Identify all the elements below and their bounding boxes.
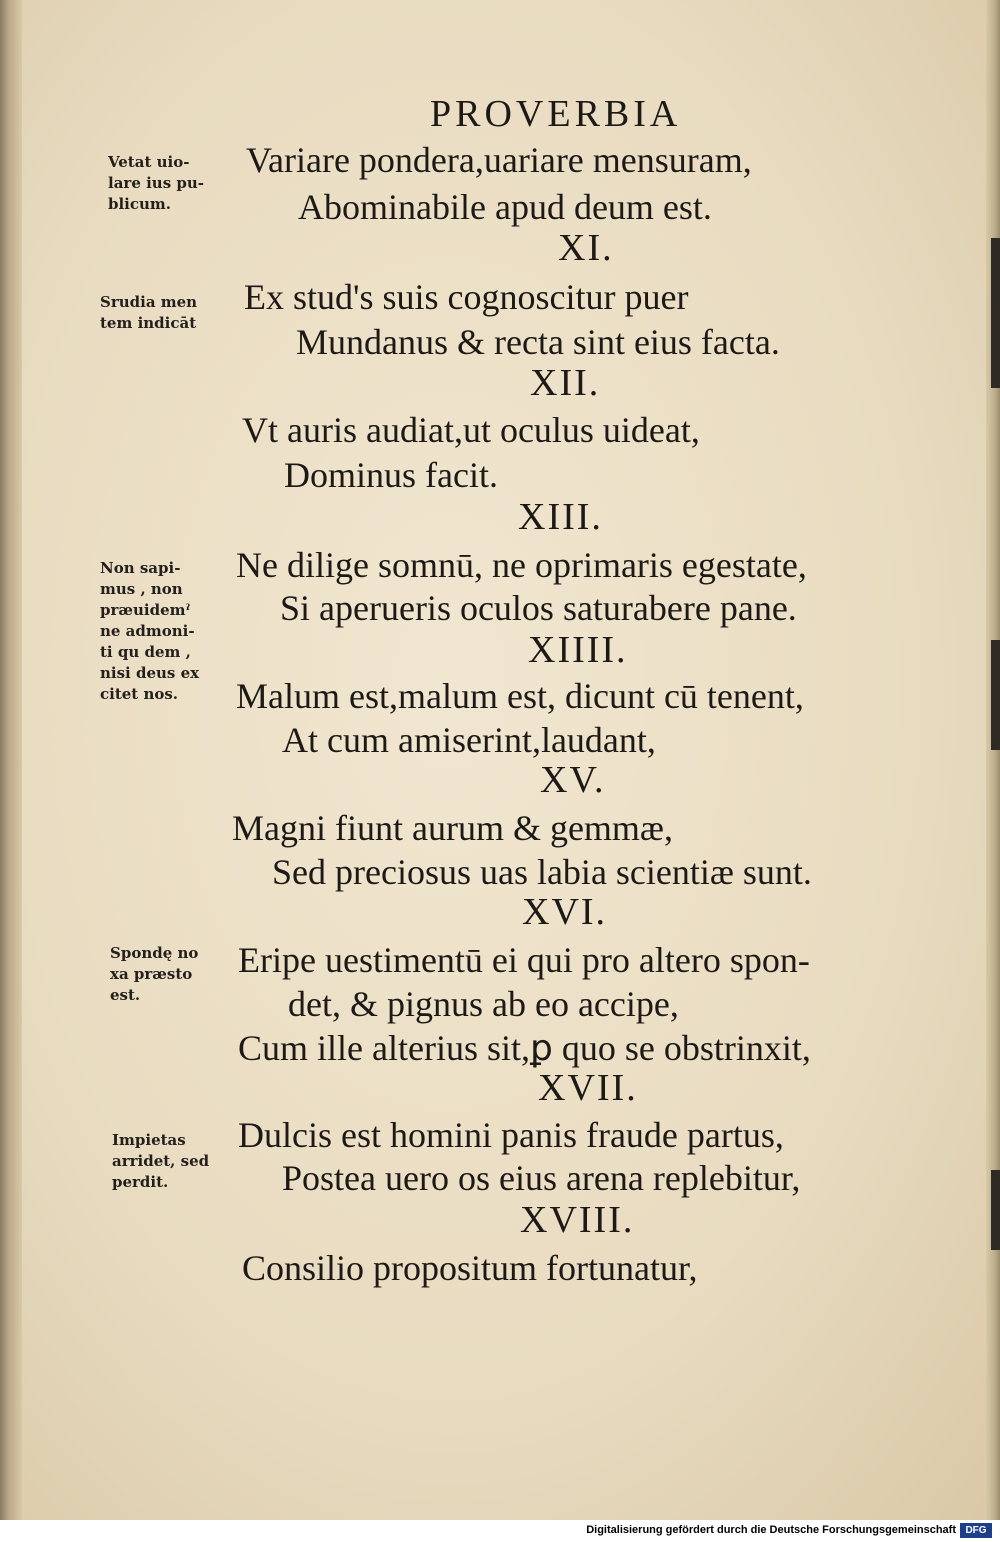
text-line: At cum amiserint,laudant, [282,720,656,760]
page-fore-edge [986,0,1000,1520]
text-line: Magni fiunt aurum & gemmæ, [232,808,673,848]
page-gutter-edge [0,0,22,1520]
digitization-footer [0,1520,1000,1542]
section-numeral: XIIII. [528,629,628,671]
text-line: Ex stud's suis cognoscitur puer [244,277,689,317]
text-line: Postea uero os eius arena replebitur, [282,1158,801,1198]
section-numeral: XVII. [538,1067,638,1109]
text-line: Dominus facit. [284,455,498,495]
text-line: Si aperueris oculos saturabere pane. [280,588,797,628]
text-line: Variare pondera,uariare mensuram, [246,140,752,180]
text-line: Vt auris audiat,ut oculus uideat, [242,410,700,450]
marginal-note: Non sapi- mus , non præuidemˀ ne admoni- ti qu dem , nisi deus ex citet nos. [100,559,200,703]
section-numeral: XV. [540,759,606,801]
running-head: PROVERBIA [430,93,682,135]
text-line: Abominabile apud deum est. [298,187,712,227]
section-numeral: XII. [530,362,601,404]
marginal-note: Srudia men tem indicāt [100,293,198,332]
text-line: det, & pignus ab eo accipe, [288,984,679,1024]
text-line: Malum est,malum est, dicunt cū tenent, [236,676,804,716]
funding-credit: Digitalisierung gefördert durch die Deutsche Forschungsgemeinschaft [586,1524,956,1536]
text-line: Consilio propositum fortunatur, [242,1248,698,1288]
text-line: Cum ille alterius sit,ꝑ quo se obstrinxit, [238,1028,811,1068]
text-line: Dulcis est homini panis fraude partus, [238,1115,784,1155]
text-line: Sed preciosus uas labia scientiæ sunt. [272,852,812,892]
marginal-note: Spondę no xa præsto est. [110,944,199,1004]
section-numeral: XI. [558,227,614,269]
text-line: Eripe uestimentū ei qui pro altero spon- [238,940,810,980]
section-numeral: XVIII. [520,1199,635,1241]
text-line: Ne dilige somnū, ne oprimaris egestate, [236,545,807,585]
section-numeral: XIII. [518,496,603,538]
marginal-note: Impietas arridet, sed perdit. [112,1131,210,1191]
marginal-note: Vetat uio- lare ius pu- blicum. [108,153,204,213]
text-line: Mundanus & recta sint eius facta. [296,322,780,362]
section-numeral: XVI. [522,891,608,933]
dfg-logo-icon: DFG [960,1523,992,1538]
